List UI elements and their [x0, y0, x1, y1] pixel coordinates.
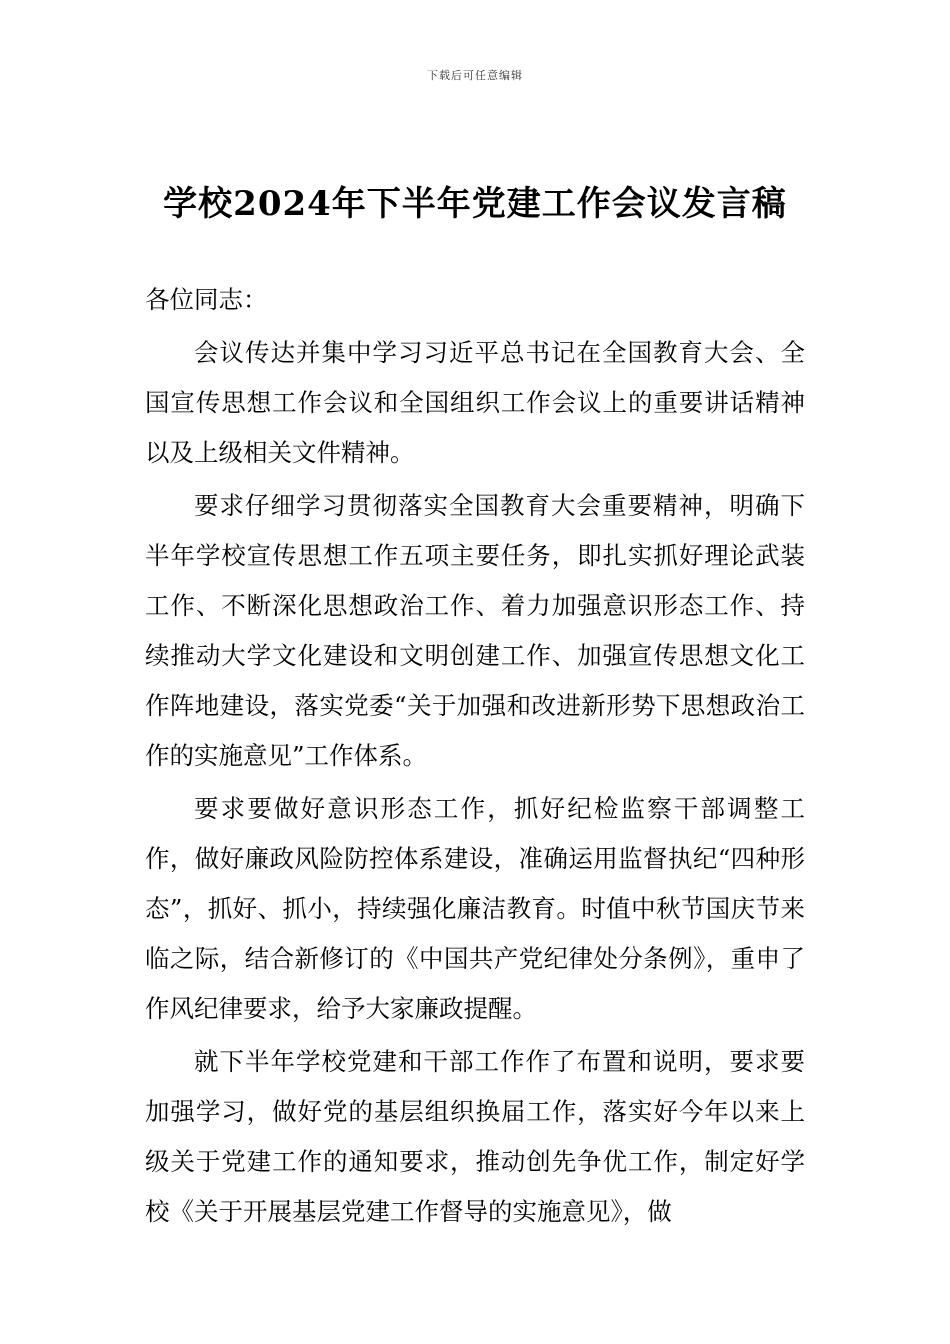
- salutation: 各位同志：: [145, 285, 268, 314]
- header-note: 下载后可任意编辑: [427, 69, 523, 82]
- paragraph-1: 会议传达并集中学习习近平总书记在全国教育大会、全国宣传思想工作会议和全国组织工作会议上的重要讲话精神以及上级相关文件精神。: [145, 338, 805, 467]
- document-title: 学校2024年下半年党建工作会议发言稿: [163, 184, 787, 224]
- document-body: [145, 275, 805, 1237]
- paragraph-4: 就下半年学校党建和干部工作作了布置和说明，要求要加强学习，做好党的基层组织换届工作，落实好今年以来上级关于党建工作的通知要求，推动创先争优工作，制定好学校《关于开展基层党建工作督导的实施意见》，做: [145, 1047, 805, 1226]
- paragraph-2: 要求仔细学习贯彻落实全国教育大会重要精神，明确下半年学校宣传思想工作五项主要任务，即扎实抓好理论武装工作、不断深化思想政治工作、着力加强意识形态工作、持续推动大学文化建设和文明创建工作、加强宣传思想文化工作阵地建设，落实党委“关于加强和改进新形势下思想政治工作的实施意见”工作体系。: [145, 491, 805, 770]
- paragraph-3: 要求要做好意识形态工作，抓好纪检监察干部调整工作，做好廉政风险防控体系建设，准确运用监督执纪“四种形态”，抓好、抓小，持续强化廉洁教育。时值中秋节国庆节来临之际，结合新修订的《中国共产党纪律处分条例》，重申了作风纪律要求，给予大家廉政提醒。: [145, 794, 805, 1023]
